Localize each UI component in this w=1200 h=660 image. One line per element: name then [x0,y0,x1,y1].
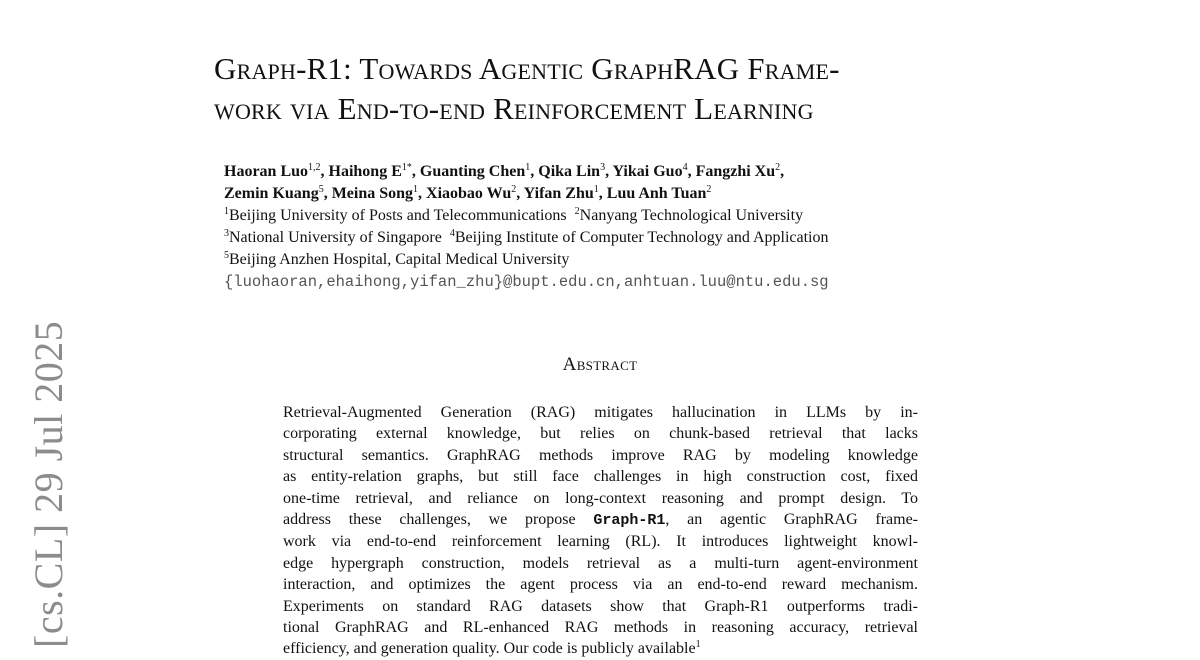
author-sup: 1* [401,162,412,173]
affiliation: Beijing Institute of Computer Technology and Application [454,229,829,246]
affiliation: Nanyang Technological University [579,207,804,224]
affiliation-sup: 5 [224,250,229,261]
abstract-text: address these challenges, we propose [283,511,594,529]
abstract-body [283,402,918,660]
author-sup: 1 [525,162,531,173]
author-sup: 1,2 [308,162,321,173]
author-sup: 1 [413,184,419,195]
author-name: Qika Lin [538,163,601,180]
abstract-line: as entity-relation graphs, but still face challenges in high construction cost, fixed [283,468,918,486]
author-name: Luu Anh Tuan [606,185,707,202]
email-addresses: {luohaoran,ehaihong,yifan_zhu}@bupt.edu.cn,anhtuan.luu@ntu.edu.sg [224,273,829,291]
abstract-line: work via end-to-end reinforcement learning (RL). It introduces lightweight knowl- [283,533,918,551]
author-sup: 5 [318,184,324,195]
affiliation: Beijing University of Posts and Telecommunications [229,207,567,224]
abstract-line [283,509,918,531]
abstract-text: efficiency, and generation quality. Our code is publicly available [283,640,696,658]
author-name: Fangzhi Xu [695,163,776,180]
author-name: Zemin Kuang [224,185,319,202]
footnote-ref[interactable]: 1 [695,639,701,651]
abstract-text: , an agentic GraphRAG frame- [665,511,918,529]
abstract-line: Experiments on standard RAG datasets show that Graph-R1 outperforms tradi- [283,597,918,615]
affiliation-line-2 [224,227,1024,249]
affiliation-sup: 1 [224,206,229,217]
author-name: Xiaobao Wu [426,185,512,202]
abstract-line: corporating external knowledge, but relies on chunk-based retrieval that lacks [283,425,918,443]
author-name: Yifan Zhu [523,185,594,202]
affiliation: Beijing Anzhen Hospital, Capital Medical University [229,251,570,268]
abstract-line: interaction, and optimizes the agent process via an end-to-end reward mechanism. [283,576,918,594]
author-sup: 2 [706,184,712,195]
title-line: work via End-to-end Reinforcement Learning [214,91,814,126]
author-name: Guanting Chen [419,163,526,180]
abstract-line: structural semantics. GraphRAG methods improve RAG by modeling knowledge [283,446,918,464]
author-sup: 4 [682,162,688,173]
author-sup: 2 [775,162,781,173]
author-name: Meina Song [331,185,414,202]
arxiv-stamp: [cs.CL] 29 Jul 2025 [26,320,71,648]
paper-title [214,49,1004,129]
affiliation-line-3 [224,249,1024,271]
affiliation-sup: 4 [449,228,455,239]
author-sup: 2 [511,184,517,195]
affiliation-line-1 [224,205,1024,227]
affiliation-sup: 3 [224,228,229,239]
author-line-2: Zemin Kuang$^5$, Meina Song$^1$, Xiaobao Wu$^2$, Yifan Zhu$^1$, Luu Anh Tuan$^2$ [224,184,712,202]
title-line: Graph-R1: Towards Agentic GraphRAG Frame- [214,51,840,86]
abstract-line: edge hypergraph construction, models retrieval as a multi-turn agent-environment [283,554,918,572]
affiliation-sup: 2 [574,206,580,217]
author-block [224,161,1024,293]
author-name: Yikai Guo [612,163,683,180]
author-sup: 1 [593,184,599,195]
affiliation: National University of Singapore [229,229,442,246]
author-sup: 3 [600,162,606,173]
abstract-line: tional GraphRAG and RL-enhanced RAG methods in reasoning accuracy, retrieval [283,619,918,637]
abstract-line [283,638,918,659]
author-line-1: Haoran Luo$^{1,2}$, Haihong $E^{1*}$, Guanting Chen$^1$, Qika Lin$^3$, Yikai Guo$^4$, Fangzhi Xu$^2$, [224,162,785,180]
author-name: Haoran Luo [224,163,309,180]
abstract-line: Retrieval-Augmented Generation (RAG) mitigates hallucination in LLMs by in- [283,404,918,421]
abstract-heading: Abstract [562,354,638,375]
method-name: Graph-R1 [593,512,666,530]
author-name: Haihong E [328,163,402,180]
abstract-line: one-time retrieval, and reliance on long-context reasoning and prompt design. To [283,489,918,507]
